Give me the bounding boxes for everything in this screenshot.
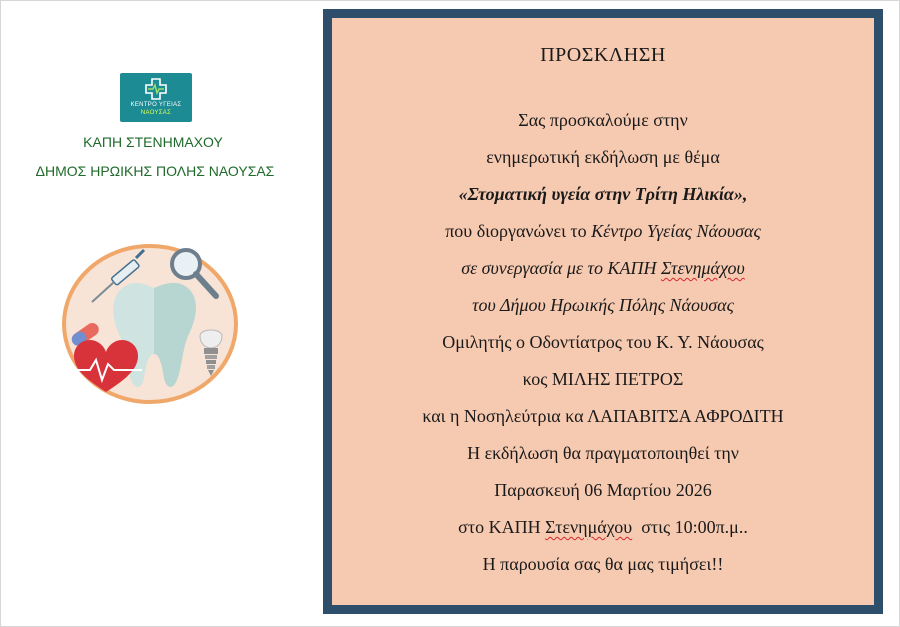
municipality-name: ΔΗΜΟΣ ΗΡΩΙΚΗΣ ΠΟΛΗΣ ΝΑΟΥΣΑΣ (35, 163, 275, 179)
medical-cross-icon (142, 77, 170, 101)
event-date: Παρασκευή 06 Μαρτίου 2026 (494, 480, 712, 500)
speaker-name: κος ΜΙΛΗΣ ΠΕΤΡΟΣ (522, 369, 684, 389)
nurse-line: και η Νοσηλεύτρια κα ΛΑΠΑΒΙΤΣΑ ΑΦΡΟΔΙΤΗ (422, 406, 784, 426)
dental-illustration (62, 244, 242, 404)
event-location-time (332, 517, 874, 538)
health-center-logo (120, 73, 192, 122)
invitation-title: ΠΡΟΣΚΛΗΣΗ (540, 44, 666, 66)
closing-line: Η παρουσία σας θα μας τιμήσει!! (482, 554, 724, 574)
speaker-line: Ομιλητής ο Οδοντίατρος του Κ. Υ. Νάουσας (442, 332, 764, 352)
logo-text-line1: ΚΕΝΤΡΟ ΥΓΕΙΑΣ (130, 102, 182, 108)
left-column (0, 0, 310, 627)
logo-text-line2: ΝΑΟΥΣΑΣ (140, 110, 172, 116)
event-topic: «Στοματική υγεία στην Τρίτη Ηλικία», (458, 184, 748, 204)
organizer-health-center: Κέντρο Υγείας Νάουσας (591, 221, 761, 241)
organizer-line (332, 221, 874, 242)
organizer-name: ΚΑΠΗ ΣΤΕΝΗΜΑΧΟΥ (83, 134, 223, 150)
event-location-place: Στενημάχου (545, 517, 633, 537)
invitation-line-2: ενημερωτική εκδήλωση με θέμα (486, 147, 720, 167)
collaboration-line-text: σε συνεργασία με το ΚΑΠΗ (461, 258, 661, 278)
organizer-line-text: που διοργανώνει το (445, 221, 592, 241)
event-location-text: στο ΚΑΠΗ (458, 517, 546, 537)
collaboration-place: Στενημάχου (660, 258, 745, 278)
event-time: στις 10:00π.μ.. (632, 517, 748, 537)
municipality-line: του Δήμου Ηρωικής Πόλης Νάουσας (472, 295, 734, 315)
invitation-line-1: Σας προσκαλούμε στην (518, 110, 688, 130)
event-date-intro: Η εκδήλωση θα πραγματοποιηθεί την (467, 443, 739, 463)
invitation-panel (323, 9, 883, 614)
collaboration-line (332, 258, 874, 279)
